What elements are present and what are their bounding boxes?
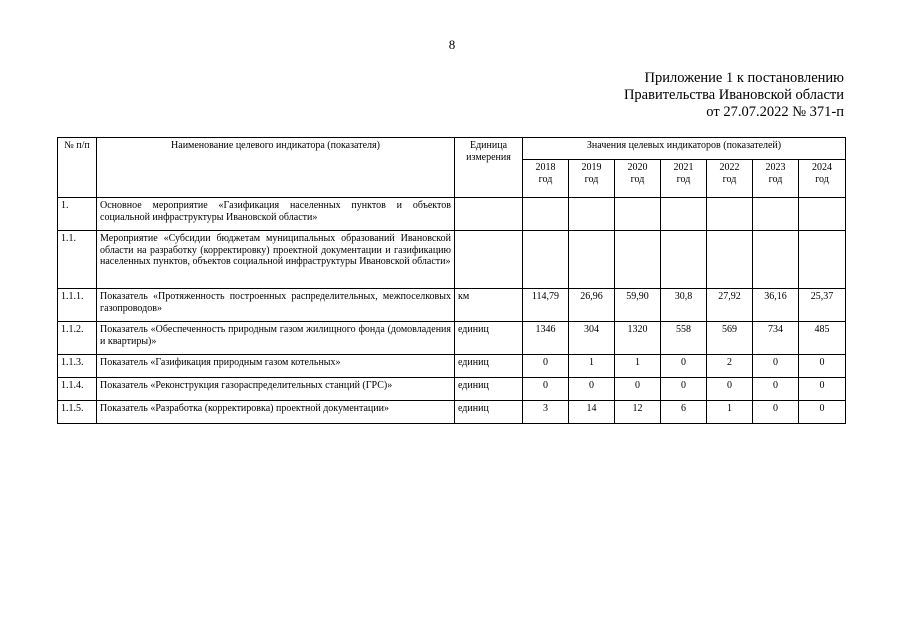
unit-cell: единиц: [455, 378, 523, 401]
table-row: [58, 401, 846, 424]
value-cell: 1320: [615, 322, 661, 355]
header-unit: Единица измерения: [455, 138, 523, 198]
header-year-label: год: [676, 173, 691, 185]
value-cell: 1346: [523, 322, 569, 355]
row-number: 1.1.4.: [58, 378, 97, 401]
indicator-name: Показатель «Газификация природным газом котельных»: [97, 355, 455, 378]
value-cell: [661, 231, 707, 289]
value-cell: 0: [661, 355, 707, 378]
row-number: 1.1.3.: [58, 355, 97, 378]
header-year-number: 2023: [765, 162, 786, 173]
value-cell: 304: [569, 322, 615, 355]
header-year-label: год: [630, 173, 645, 185]
value-cell: 0: [661, 378, 707, 401]
appendix-line-2: Правительства Ивановской области: [623, 87, 844, 103]
unit-cell: км: [455, 289, 523, 322]
table-row: [58, 198, 846, 231]
value-cell: 485: [799, 322, 846, 355]
value-cell: 59,90: [615, 289, 661, 322]
header-year-number: 2021: [673, 162, 694, 173]
header-year-number: 2024: [812, 162, 833, 173]
row-number: 1.1.2.: [58, 322, 97, 355]
row-number: 1.1.1.: [58, 289, 97, 322]
value-cell: [523, 231, 569, 289]
indicator-name: Основное мероприятие «Газификация населенных пунктов и объектов социальной инфраструктуры Ивановской области»: [97, 198, 455, 231]
page-number: 8: [448, 37, 456, 52]
indicator-name: Показатель «Разработка (корректировка) проектной документации»: [97, 401, 455, 424]
indicator-name: Показатель «Обеспеченность природным газом жилищного фонда (домовладения и квартиры)»: [97, 322, 455, 355]
header-year-2020: [615, 160, 661, 198]
value-cell: 0: [753, 401, 799, 424]
value-cell: 12: [615, 401, 661, 424]
appendix-line-1: Приложение 1 к постановлению: [644, 70, 844, 86]
value-cell: 0: [753, 378, 799, 401]
value-cell: [661, 198, 707, 231]
value-cell: 3: [523, 401, 569, 424]
row-number: 1.1.: [58, 231, 97, 289]
value-cell: 30,8: [661, 289, 707, 322]
value-cell: [569, 231, 615, 289]
value-cell: [707, 231, 753, 289]
value-cell: 0: [799, 401, 846, 424]
value-cell: 0: [523, 378, 569, 401]
value-cell: [799, 198, 846, 231]
header-year-2023: [753, 160, 799, 198]
table-row: [58, 231, 846, 289]
value-cell: 0: [523, 355, 569, 378]
value-cell: 1: [707, 401, 753, 424]
unit-cell: [455, 231, 523, 289]
value-cell: 114,79: [523, 289, 569, 322]
value-cell: 0: [569, 378, 615, 401]
value-cell: 2: [707, 355, 753, 378]
header-year-2022: [707, 160, 753, 198]
value-cell: [799, 231, 846, 289]
value-cell: 734: [753, 322, 799, 355]
indicator-name: Мероприятие «Субсидии бюджетам муниципальных образований Ивановской области на разработку (корректировку) проектной документации и газификацию населенных пунктов, объектов социальной инфраструктуры Ивановской области»: [97, 231, 455, 289]
value-cell: 1: [615, 355, 661, 378]
appendix-line-3: от 27.07.2022 № 371-п: [706, 104, 844, 120]
value-cell: 558: [661, 322, 707, 355]
value-cell: [615, 231, 661, 289]
header-name: Наименование целевого индикатора (показателя): [97, 138, 455, 198]
value-cell: [707, 198, 753, 231]
indicator-name: Показатель «Протяженность построенных распределительных, межпоселковых газопроводов»: [97, 289, 455, 322]
indicator-name: Показатель «Реконструкция газораспределительных станций (ГРС)»: [97, 378, 455, 401]
header-year-label: год: [584, 173, 599, 185]
value-cell: 569: [707, 322, 753, 355]
value-cell: [569, 198, 615, 231]
header-year-number: 2020: [627, 162, 648, 173]
table-row: [58, 378, 846, 401]
row-number: 1.1.5.: [58, 401, 97, 424]
value-cell: [753, 198, 799, 231]
indicators-table: [57, 137, 846, 424]
unit-cell: [455, 198, 523, 231]
table-row: [58, 289, 846, 322]
value-cell: 0: [799, 378, 846, 401]
header-year-number: 2019: [581, 162, 602, 173]
header-year-number: 2018: [535, 162, 556, 173]
value-cell: 6: [661, 401, 707, 424]
header-year-label: год: [815, 173, 829, 185]
header-year-2021: [661, 160, 707, 198]
value-cell: [523, 198, 569, 231]
value-cell: 1: [569, 355, 615, 378]
table-row: [58, 355, 846, 378]
header-year-label: год: [768, 173, 783, 185]
value-cell: 0: [799, 355, 846, 378]
value-cell: 25,37: [799, 289, 846, 322]
value-cell: 27,92: [707, 289, 753, 322]
header-year-label: год: [538, 173, 553, 185]
header-year-number: 2022: [719, 162, 740, 173]
header-num: № п/п: [58, 138, 97, 198]
value-cell: 26,96: [569, 289, 615, 322]
unit-cell: единиц: [455, 355, 523, 378]
value-cell: 0: [707, 378, 753, 401]
header-year-2019: [569, 160, 615, 198]
value-cell: [753, 231, 799, 289]
value-cell: 36,16: [753, 289, 799, 322]
value-cell: 0: [615, 378, 661, 401]
value-cell: [615, 198, 661, 231]
header-values: Значения целевых индикаторов (показателей): [523, 138, 846, 160]
header-year-2024: [799, 160, 846, 198]
unit-cell: единиц: [455, 322, 523, 355]
value-cell: 0: [753, 355, 799, 378]
row-number: 1.: [58, 198, 97, 231]
header-year-2018: [523, 160, 569, 198]
header-year-label: год: [722, 173, 737, 185]
appendix-header: [624, 70, 844, 121]
value-cell: 14: [569, 401, 615, 424]
unit-cell: единиц: [455, 401, 523, 424]
table-row: [58, 322, 846, 355]
